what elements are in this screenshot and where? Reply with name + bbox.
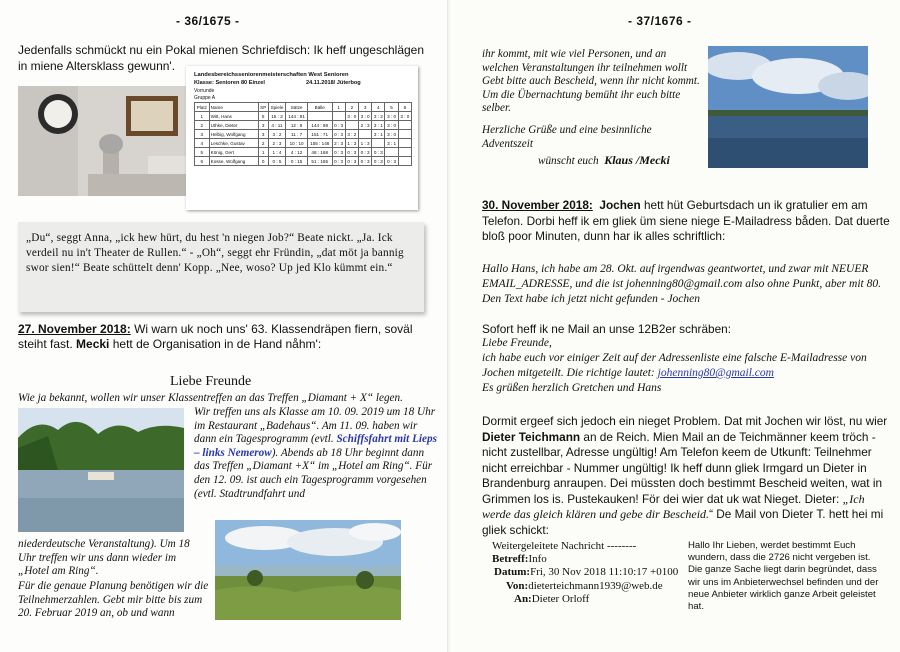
results-cell: 5 <box>195 148 210 157</box>
results-cell: 155 : 146 <box>307 139 332 148</box>
header-cell: Platz <box>195 103 210 112</box>
results-cell: 2 : 3 <box>358 121 371 130</box>
results-cell: 1 <box>258 148 268 157</box>
results-cell: 3 : 0 <box>385 130 398 139</box>
para-text: an de Reich. Mien Mail an de Teichmänner keem tröch - nicht zustellbar, Adresse ungültig! Am Telefon keem de Utkunft: Teilnehmer nicht erreichbar - Nummer ungültig! <box>482 429 876 475</box>
results-cell: 3 : 0 <box>385 121 398 130</box>
results-cell: Witt, Hans <box>209 112 258 121</box>
fwd-label: Von: <box>506 579 529 592</box>
letter-wish <box>538 154 670 169</box>
letter-signature: Klaus /Mecki <box>604 153 670 167</box>
fwd-label: Betreff: <box>492 553 529 566</box>
sea-photo <box>708 46 868 168</box>
section-text: Wi warn uk noch uns' 63. Klassendräpen fiern, soväl steiht fast. <box>18 322 413 351</box>
greeting: Liebe Freunde <box>170 374 252 389</box>
fwd-from: dieterteichmann1939@web.de <box>528 579 663 592</box>
results-cell: 0 : 3 <box>345 157 358 166</box>
page-number: - 36/1675 - <box>176 14 240 28</box>
results-group: Gruppe A <box>194 95 216 101</box>
results-cell: 0 : 3 <box>345 148 358 157</box>
results-cell <box>398 148 411 157</box>
letter-para1: Wie ja bekannt, wollen wir unser Klassentreffen an das Treffen „Diamant + X“ legen. <box>18 392 403 404</box>
intro-text: Jedenfalls schmückt nu ein Pokal mienen Schriefdisch: Ik heff ungeschlägen in miene Altersklass gewunn'. <box>18 43 425 73</box>
fwd-date: Fri, 30 Nov 2018 11:10:17 +0100 <box>530 566 679 579</box>
fwd-subject: Info <box>528 553 547 566</box>
results-cell: 4 <box>195 139 210 148</box>
results-row <box>195 112 412 121</box>
section-name: Jochen <box>599 198 641 212</box>
results-cell: 2 <box>258 139 268 148</box>
letter-continuation: ihr kommt, mit wie viel Personen, und an welchen Veranstaltungen ihr teilnehmen wollt Gebt bitte auch Bescheid, wenn ihr nicht kommt. Um die Übernachtung bemüht ihr euch bitte selber. <box>482 48 700 115</box>
results-cell: 3 : 1 <box>385 139 398 148</box>
section-date: 27. November 2018: <box>18 322 131 336</box>
fwd-title: Weitergeleitete Nachricht -------- <box>492 540 637 552</box>
results-cell: 3 <box>258 121 268 130</box>
results-cell: 0 : 3 <box>332 130 345 139</box>
results-cell: Helbig, Wolfgang <box>209 130 258 139</box>
mail-body-text: ich habe euch vor einiger Zeit auf der Adressenliste eine falsche E-Mailadresse von Jochen mitgeteilt. Die richtige lautet: <box>482 352 867 379</box>
results-cell: 3 : 1 <box>372 121 385 130</box>
results-cell: 4 : 11 <box>268 121 285 130</box>
mail-greeting: Liebe Freunde, <box>482 337 552 349</box>
letter-para3: niederdeutsche Veranstaltung). Um 18 Uhr treffen wir uns dann wieder im „Hotel am Ring“. <box>18 538 190 578</box>
results-row <box>195 157 412 166</box>
sofort-text: Sofort heff ik ne Mail an unse 12B2er schräben: <box>482 322 731 336</box>
results-cell: 3 : 0 <box>385 112 398 121</box>
results-round: Vorrunde <box>194 88 215 94</box>
results-cell: 0 : 3 <box>385 157 398 166</box>
results-cell: 3 <box>258 130 268 139</box>
letter-para2 <box>194 406 440 501</box>
header-cell: 6 <box>398 103 411 112</box>
ship-trip-highlight: Schiffsfahrt mit Lieps – links Nemerow <box>194 433 437 459</box>
results-cell <box>307 112 332 121</box>
section-date: 30. November 2018: <box>482 198 593 212</box>
header-cell: 1 <box>332 103 345 112</box>
results-row <box>195 121 412 130</box>
results-cell: 10 : 10 <box>286 139 308 148</box>
lake-photo <box>18 408 184 532</box>
mail-closing: Es grüßen herzlich Gretchen und Hans <box>482 382 662 394</box>
section-nov27 <box>18 322 432 352</box>
results-cell: 51 : 165 <box>307 157 332 166</box>
para-text: Dormit ergeef sich jedoch ein nieget Problem. Dat mit Jochen wir löst, nu wier <box>482 414 888 428</box>
section-text: hett de Organisation in de Hand nåhm': <box>109 337 322 351</box>
results-cell <box>398 130 411 139</box>
results-cell <box>372 139 385 148</box>
results-cell: 1 <box>195 112 210 121</box>
forwarded-body: Hallo Ihr Lieben, werdet bestimmt Euch wundern, dass die 2726 nicht vergeben ist. Die ganze Sache liegt darin begründet, dass wir uns im Anbieterwechsel befinden und der neue Anbieter wirklich ganze Arbeit geleistet hat. <box>688 540 879 613</box>
page-number: - 37/1676 - <box>628 14 692 28</box>
results-cell: 1 : 3 <box>358 139 371 148</box>
header-cell: 3 <box>358 103 371 112</box>
results-table <box>194 102 412 166</box>
wish-text: wünscht euch <box>538 155 599 167</box>
results-cell: 151 : 71 <box>307 130 332 139</box>
header-cell: Bälle <box>307 103 332 112</box>
left-page <box>0 0 448 652</box>
results-cell: 4 : 12 <box>286 148 308 157</box>
results-cell <box>345 121 358 130</box>
jochen-mail-quote: Hallo Hans, ich habe am 28. Okt. auf irgendwas geantwortet, und zwar mit NEUER EMAIL_ADRESSE, und die ist johenning80@gmail.com also ohne Punkt, aber mit 80. Den Text habe ich jetzt nicht gefunden - Jochen <box>482 263 881 305</box>
results-cell: 5 <box>258 112 268 121</box>
results-cell: 3 : 2 <box>345 130 358 139</box>
results-cell: 0 <box>258 157 268 166</box>
results-cell: 3 : 0 <box>358 112 371 121</box>
results-row <box>195 139 412 148</box>
results-cell: Uthke, Dieter <box>209 121 258 130</box>
para2-text: ). Abends ab 18 Uhr beginnt dann das Treffen „Diamant +X“ im „Hotel am Ring“. Für den 12. 09. ist auch ein Tagesprogramm vorgesehen (evtl. Stadtrundfahrt und <box>194 446 433 500</box>
results-cell: 0 : 5 <box>268 157 285 166</box>
header-cell: 2 <box>345 103 358 112</box>
letter-regards: Herzliche Grüße und eine besinnliche Adventszeit <box>482 124 652 150</box>
results-cell: 3 : 0 <box>345 112 358 121</box>
results-cell: 0 : 3 <box>372 148 385 157</box>
results-cell: König, Gert <box>209 148 258 157</box>
header-cell: 5 <box>385 103 398 112</box>
correction-mail <box>482 336 892 396</box>
joke-quote-text: „Du“, seggt Anna, „ick hew hürt, du hest 'n niegen Job?“ Beate nickt. „Ja. Ick verdeil nu in't Theater de Rullen.“ - „Oh“, seggt ehr Fründin, „dat möt ja bannig swor sien!“ Beate schüttelt denn' Kopp. „Nee, woso? Up jed Klo kümmt ein.“ <box>26 232 404 274</box>
header-cell: Sätze <box>286 103 308 112</box>
header-cell: SP <box>260 104 267 110</box>
results-row <box>195 148 412 157</box>
results-cell: 6 <box>195 157 210 166</box>
results-header-row <box>195 103 412 112</box>
landscape-photo <box>215 520 401 620</box>
results-cell: 0 : 15 <box>286 157 308 166</box>
section-text: hett hüt Geburtsdach un ik gratulier em am Telefon. Dorbi heff ik em gliek üm siene niege E-Mailadress båden. Dat duerte bloß poor Minuten, dunn har ik alles schriftlich: <box>482 198 890 243</box>
header-cell: 4 <box>372 103 385 112</box>
forwarded-header <box>484 540 704 606</box>
results-cell: 144 : 98 <box>307 121 332 130</box>
results-title: Landesbereichsseniorenmeisterschaften West Senioren <box>194 72 349 78</box>
results-sheet <box>186 66 418 210</box>
results-cell: Leschke, Gustav <box>209 139 258 148</box>
mail-body <box>482 351 892 381</box>
results-cell: 0 : 3 <box>332 148 345 157</box>
results-class: Klasse: Senioren 80 Einzel <box>194 80 265 86</box>
section-nov30 <box>482 198 890 245</box>
dieter-quote: „Ich werde das gleich klären und gebe dir Bescheid. <box>482 491 865 521</box>
section-name: Mecki <box>76 337 110 351</box>
results-cell <box>398 121 411 130</box>
fwd-to: Dieter Orloff <box>531 592 590 605</box>
results-cell: 144 : 91 <box>286 112 308 121</box>
header-cell: Spiele <box>268 103 285 112</box>
results-cell: 0 : 3 <box>332 121 345 130</box>
results-cell <box>358 130 371 139</box>
results-cell: 3 : 2 <box>372 112 385 121</box>
para-text: “ De Mail von Dieter T. hett hei mi gliek schickt: <box>482 507 884 537</box>
dieter-paragraph <box>482 414 892 538</box>
results-row <box>195 130 412 139</box>
results-cell <box>332 112 345 121</box>
fwd-label: Datum: <box>494 566 531 579</box>
results-cell: 3 : 2 <box>268 130 285 139</box>
results-cell: 3 : 0 <box>398 112 411 121</box>
results-date: 24.11.2018/ Jüterbog <box>306 80 361 86</box>
para-text: Ik heff dunn gliek Irmgard un Dieter in Brandenburg anraupen. Dei müssten doch bestimmt Bescheid weiten, wat in Grimmen los is. Pustekauken! För dei wier dat uk wat Nieget. Dieter: <box>482 460 883 506</box>
results-cell: 2 : 3 <box>268 139 285 148</box>
trophy-photo <box>18 86 209 196</box>
results-cell <box>385 148 398 157</box>
results-cell: 1 : 3 <box>345 139 358 148</box>
results-cell: 2 <box>195 121 210 130</box>
person-name: Dieter Teichmann <box>482 429 581 444</box>
results-cell <box>398 139 411 148</box>
results-cell: 11 : 7 <box>286 130 308 139</box>
email-link[interactable]: johenning80@gmail.com <box>657 367 774 379</box>
right-page <box>450 0 900 652</box>
letter-para4: Für die genaue Planung benötigen wir die Teilnehmerzahlen. Gebt mir bitte bis zum 20. Februar 2019 an, ob und wann <box>18 580 209 620</box>
results-cell: 3 <box>195 130 210 139</box>
results-cell: 2 : 3 <box>332 139 345 148</box>
results-cell: 0 : 3 <box>332 157 345 166</box>
results-cell: 0 : 3 <box>358 157 371 166</box>
results-cell: 12 : 8 <box>286 121 308 130</box>
results-cell: Kosse, Wolfgang <box>209 157 258 166</box>
results-cell <box>398 157 411 166</box>
para2-text: Wir treffen uns als Klasse am 10. 09. 2019 um 18 Uhr im Restaurant „Badehaus“. Am 11. 09. haben wir dann ein Tagesprogramm (evtl. <box>194 406 436 446</box>
results-cell: 15 : 2 <box>268 112 285 121</box>
results-cell: 3 : 1 <box>372 130 385 139</box>
results-cell: 1 : 4 <box>268 148 285 157</box>
results-cell: 0 : 3 <box>372 157 385 166</box>
joke-quote-box <box>18 222 424 312</box>
results-cell: 48 : 168 <box>307 148 332 157</box>
fwd-label: An: <box>514 592 532 605</box>
header-cell: Name <box>209 103 258 112</box>
results-cell: 0 : 3 <box>358 148 371 157</box>
